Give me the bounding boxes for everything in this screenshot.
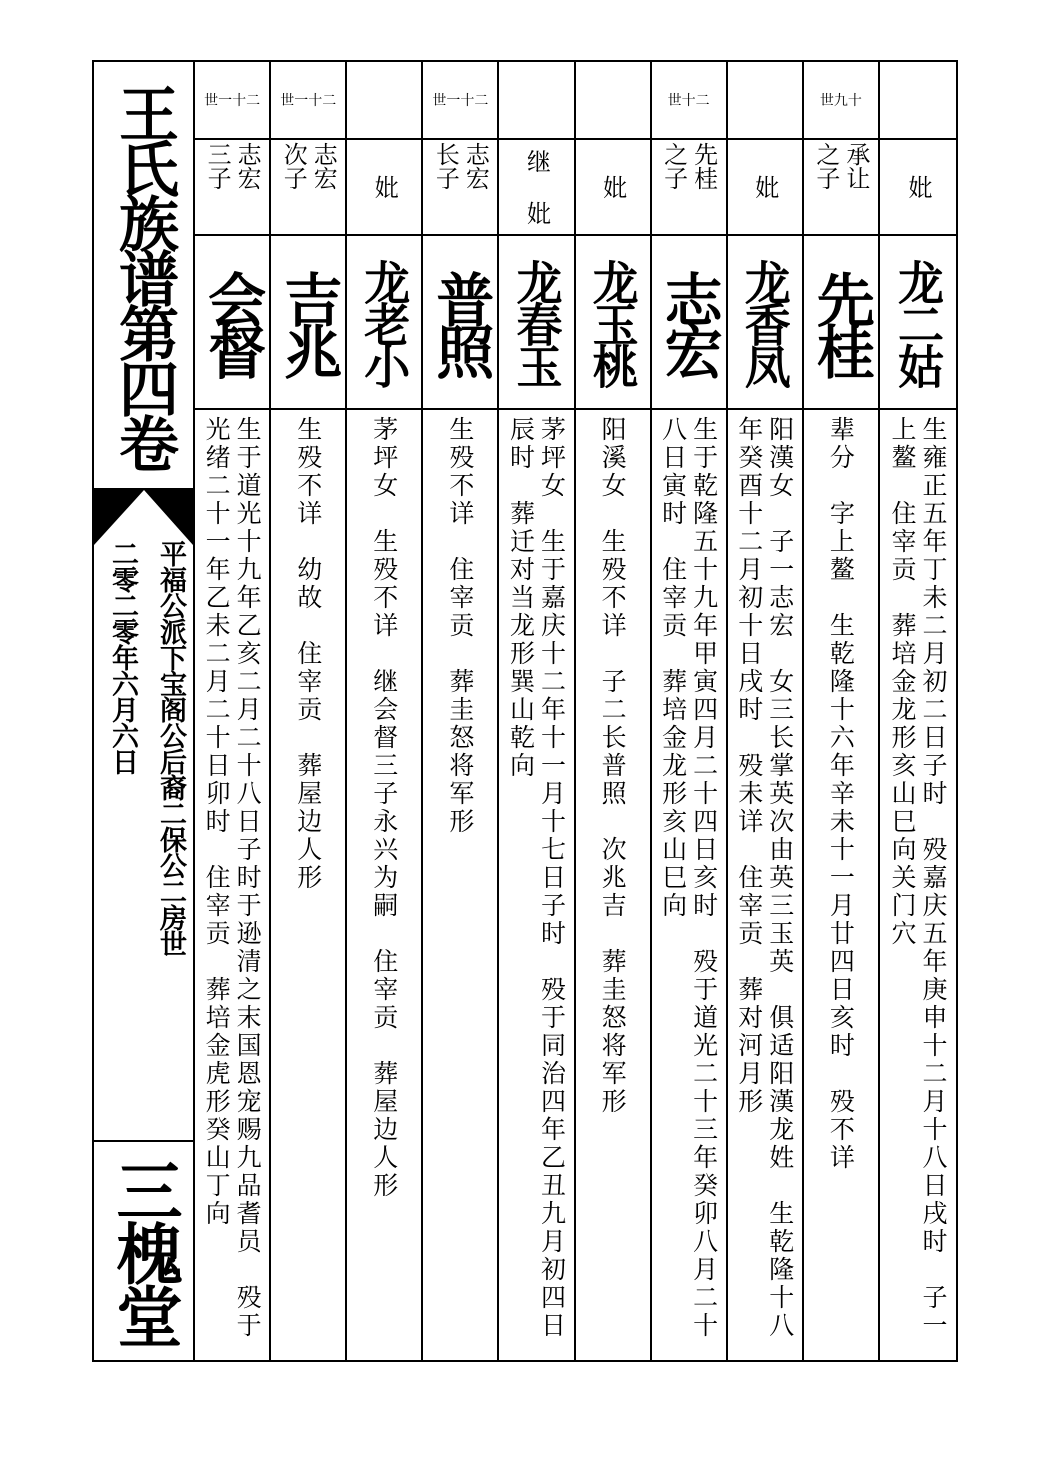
relation-label: 志宏 三子 [203, 142, 262, 190]
person-name: 龙玉桃 [585, 259, 640, 385]
person-column [347, 62, 423, 1360]
hall-name: 三槐堂 [105, 1156, 183, 1346]
relation-label: 妣 [750, 175, 779, 199]
person-name: 会督 [198, 270, 267, 374]
person-name: 吉兆 [274, 270, 343, 374]
person-column [804, 62, 880, 1360]
person-name: 龙春玉 [509, 259, 564, 385]
generation-label [576, 62, 650, 140]
person-name: 志宏 [654, 270, 723, 374]
relation-label: 妣 [903, 175, 932, 199]
generation-label: 世一十二 [423, 62, 497, 140]
generation-label [880, 62, 956, 140]
person-column [728, 62, 804, 1360]
person-bio: 茅坪女 生于嘉庆十二年十一月十七日子时 殁于同治四年乙丑九月初四日 辰时 葬迁对当龙形巽山乾向 [506, 416, 567, 1340]
person-name: 龙二姑 [890, 259, 945, 385]
person-column [499, 62, 575, 1360]
genealogy-page [92, 60, 958, 1362]
branch-lineage: 平福公派下宝阁公后裔二保公二房世 [155, 540, 186, 956]
person-column [423, 62, 499, 1360]
relation-label: 妣 [370, 175, 399, 199]
generation-label: 世九十 [804, 62, 878, 140]
person-name: 龙香凤 [737, 259, 792, 385]
person-grid [195, 62, 956, 1360]
person-name: 普照 [426, 270, 495, 374]
person-column [195, 62, 271, 1360]
generation-label: 世十二 [652, 62, 726, 140]
person-name: 龙老小 [357, 259, 412, 385]
generation-label [499, 62, 573, 140]
person-bio: 茅坪女 生殁不详 继会督三子永兴为嗣 住宰贡 葬屋边人形 [369, 416, 399, 1200]
person-name: 先桂 [806, 270, 875, 374]
title-band [94, 62, 195, 1360]
relation-label: 志宏 次子 [279, 142, 338, 190]
person-column [576, 62, 652, 1360]
relation-label: 继 妣 [522, 149, 551, 225]
generation-label [347, 62, 421, 140]
person-bio: 生于道光十九年乙亥二月二十八日子时于逊清之末国恩宠赐九品耆员 殁于 光绪二十一年乙未二月二十日卯时 住宰贡 葬培金虎形癸山丁向 [202, 416, 263, 1340]
generation-label [728, 62, 802, 140]
relation-label: 志宏 长子 [431, 142, 490, 190]
person-column [652, 62, 728, 1360]
person-bio: 生雍正五年丁未二月初二日子时 殁嘉庆五年庚申十二月十八日戌时 子一 上鳌 住宰贡 葬培金龙形亥山巳向关门穴 [887, 416, 948, 1340]
person-bio: 生于乾隆五十九年甲寅四月二十四日亥时 殁于道光二十三年癸卯八月二十 八日寅时 住宰贡 葬培金龙形亥山巳向 [658, 416, 719, 1340]
generation-label: 世一十二 [195, 62, 269, 140]
relation-label: 先桂 之子 [659, 142, 718, 190]
generation-label: 世一十二 [271, 62, 345, 140]
compile-date: 二零二零年六月六日 [107, 540, 138, 774]
person-bio: 辈分 字上鳌 生乾隆十六年辛未十一月廿四日亥时 殁不详 [826, 416, 856, 1172]
page-title: 王氏族谱第四卷 [109, 82, 179, 468]
person-bio: 生殁不详 住宰贡 葬圭怒将军形 [445, 416, 475, 836]
person-column [880, 62, 956, 1360]
person-bio: 生殁不详 幼故 住宰贡 葬屋边人形 [293, 416, 323, 892]
person-column [271, 62, 347, 1360]
relation-label: 妣 [598, 175, 627, 199]
person-bio: 阳溪女 生殁不详 子二长普照 次兆吉 葬圭怒将军形 [598, 416, 628, 1116]
person-bio: 阳漢女 子一志宏 女三长掌英次由英三玉英 俱适阳漢龙姓 生乾隆十八 年癸酉十二月初十日戌时 殁未详 住宰贡 葬对河月形 [734, 416, 795, 1340]
relation-label: 承让 之子 [811, 142, 870, 190]
